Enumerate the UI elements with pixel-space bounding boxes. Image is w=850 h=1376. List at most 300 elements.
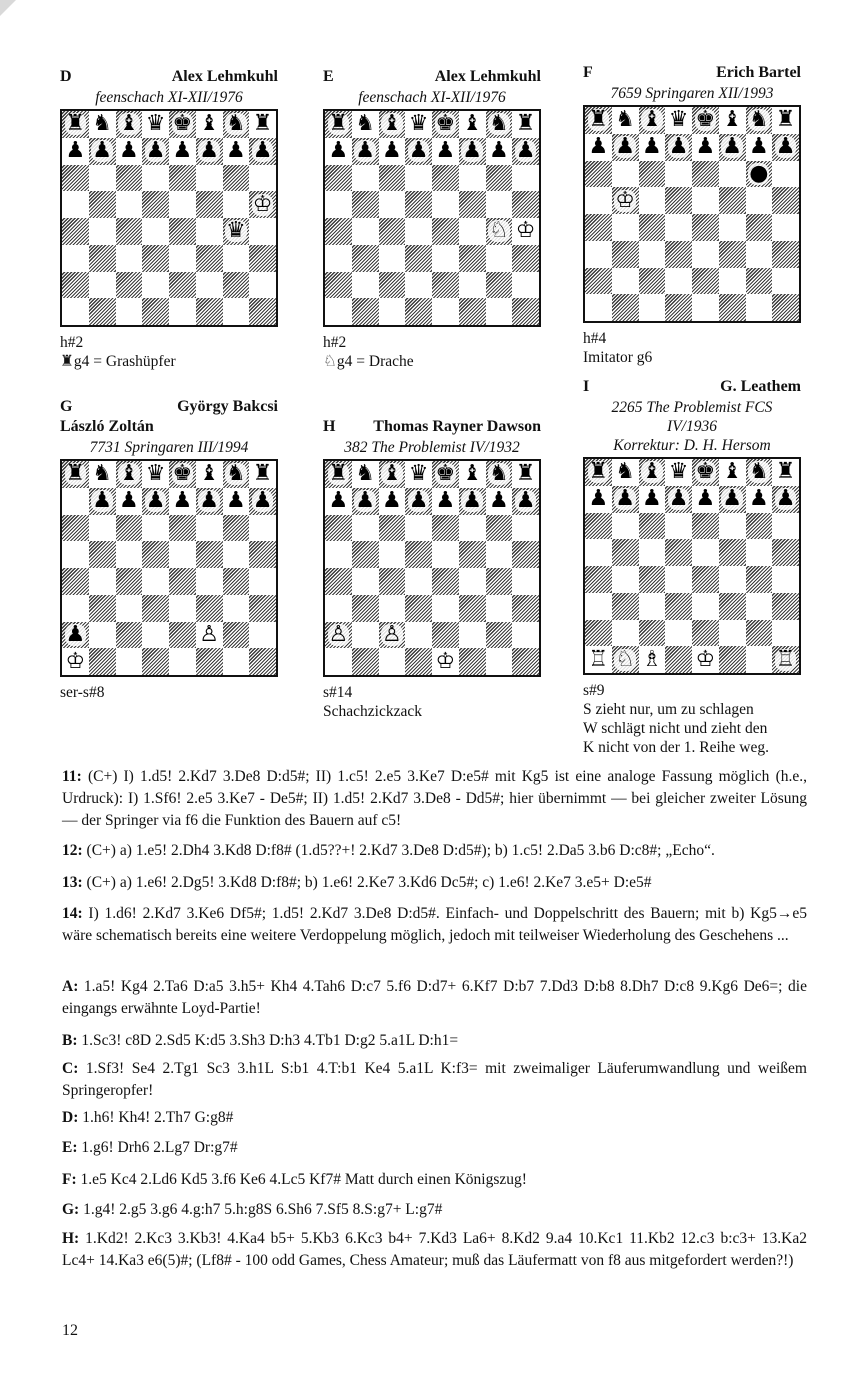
square-a6 (62, 515, 89, 542)
chess-piece: ♟ (408, 488, 429, 514)
chess-piece: ♛ (145, 111, 166, 137)
page-corner (0, 0, 16, 16)
chess-piece: ♞ (749, 107, 769, 133)
square-e8 (169, 111, 196, 138)
solution-a (62, 976, 807, 1020)
square-c7 (379, 138, 406, 165)
square-f6 (719, 161, 746, 188)
square-c4 (379, 218, 406, 245)
problem-correction: Korrektur: D. H. Hersom (613, 437, 771, 454)
problem-source: feenschach XI-XII/1976 (358, 89, 506, 106)
chess-piece: ♟ (145, 488, 166, 514)
stipulation-note: K nicht von der 1. Reihe weg. (583, 739, 769, 756)
square-d3 (665, 241, 692, 268)
square-g3 (223, 245, 250, 272)
square-d2 (405, 622, 432, 649)
square-a7 (62, 488, 89, 515)
square-g7 (223, 488, 250, 515)
square-a5 (325, 191, 352, 218)
problem-author: Alex Lehmkuhl (171, 68, 278, 85)
square-a3 (325, 595, 352, 622)
chess-piece: ♟ (199, 488, 219, 514)
chess-piece: ♟ (92, 488, 112, 514)
stipulation: ser-s#8 (60, 684, 105, 701)
square-a4 (62, 568, 89, 595)
page-number: 12 (62, 1322, 78, 1339)
square-g5 (486, 191, 513, 218)
chess-piece: ♔ (435, 648, 456, 674)
square-c4 (379, 568, 406, 595)
square-d3 (142, 245, 169, 272)
chess-piece: ♟ (355, 488, 375, 514)
square-c5 (116, 191, 143, 218)
square-c6 (116, 165, 143, 192)
square-g5 (223, 541, 250, 568)
square-a1 (585, 646, 612, 673)
chess-piece: ♟ (749, 134, 769, 160)
square-e7 (432, 488, 459, 515)
square-d7 (405, 488, 432, 515)
square-d5 (405, 191, 432, 218)
square-f8 (459, 111, 486, 138)
stipulation: s#9 (583, 682, 605, 699)
square-b1 (352, 298, 379, 325)
square-c7 (639, 134, 666, 161)
chess-piece: ♘ (615, 646, 635, 672)
square-h8 (512, 111, 539, 138)
square-g2 (746, 268, 773, 295)
square-g1 (746, 294, 773, 321)
square-b7 (612, 134, 639, 161)
chess-piece: ♔ (615, 187, 635, 213)
square-e4 (692, 566, 719, 593)
square-f8 (719, 459, 746, 486)
solution-label: G: (62, 1201, 80, 1218)
square-c3 (379, 595, 406, 622)
chess-piece: ♘ (489, 218, 509, 244)
square-a2 (585, 268, 612, 295)
chess-piece: ♝ (382, 111, 402, 137)
square-e1 (169, 648, 196, 675)
square-h5 (512, 191, 539, 218)
square-g4 (486, 218, 513, 245)
square-c2 (379, 272, 406, 299)
square-b2 (89, 622, 116, 649)
chess-piece: ♟ (252, 488, 273, 514)
square-e8 (432, 111, 459, 138)
square-h7 (249, 138, 276, 165)
square-b3 (352, 245, 379, 272)
square-e2 (432, 272, 459, 299)
chess-piece: ♟ (328, 488, 349, 514)
problem-f (583, 64, 801, 367)
chess-piece: ♟ (226, 488, 246, 514)
square-h7 (512, 138, 539, 165)
square-f3 (196, 595, 223, 622)
chess-piece: ♗ (642, 646, 662, 672)
square-b1 (352, 648, 379, 675)
square-g8 (486, 461, 513, 488)
square-e5 (169, 191, 196, 218)
square-a7 (585, 134, 612, 161)
square-a4 (325, 218, 352, 245)
chess-piece: ♟ (642, 486, 662, 512)
problem-author: Alex Lehmkuhl (434, 68, 541, 85)
stipulation-note: S zieht nur, um zu schlagen (583, 701, 754, 718)
problem-author: György Bakcsi (177, 398, 278, 415)
square-a3 (325, 245, 352, 272)
stipulation: h#2 (60, 334, 84, 351)
square-g2 (746, 620, 773, 647)
square-g5 (223, 191, 250, 218)
chess-piece: ♟ (119, 138, 139, 164)
square-f5 (196, 541, 223, 568)
square-d8 (405, 461, 432, 488)
square-b3 (612, 241, 639, 268)
square-c6 (379, 515, 406, 542)
square-g4 (746, 566, 773, 593)
square-b2 (352, 272, 379, 299)
square-b3 (352, 595, 379, 622)
square-d6 (142, 165, 169, 192)
solution-label: H: (62, 1230, 80, 1247)
chess-piece: ♟ (199, 138, 219, 164)
square-a8 (585, 459, 612, 486)
square-b8 (352, 111, 379, 138)
square-f5 (459, 191, 486, 218)
square-c7 (116, 488, 143, 515)
chess-piece: ♟ (615, 486, 635, 512)
square-h8 (772, 107, 799, 134)
square-d5 (665, 187, 692, 214)
square-c5 (116, 541, 143, 568)
square-d6 (405, 515, 432, 542)
square-f2 (459, 622, 486, 649)
square-h3 (249, 245, 276, 272)
square-g6 (223, 515, 250, 542)
square-b4 (612, 214, 639, 241)
square-a1 (325, 298, 352, 325)
chess-piece: ♟ (515, 138, 536, 164)
square-f4 (459, 218, 486, 245)
square-g6 (486, 165, 513, 192)
square-h1 (772, 646, 799, 673)
square-g3 (486, 595, 513, 622)
square-h3 (772, 241, 799, 268)
square-f7 (459, 138, 486, 165)
square-g8 (223, 111, 250, 138)
chess-piece: ♟ (668, 134, 689, 160)
problem-label: E (323, 68, 334, 85)
chess-piece: ♞ (355, 111, 375, 137)
chess-piece: ♞ (355, 461, 375, 487)
square-c3 (379, 245, 406, 272)
square-b5 (612, 187, 639, 214)
square-h2 (249, 272, 276, 299)
square-c7 (116, 138, 143, 165)
square-e7 (169, 138, 196, 165)
square-c8 (116, 111, 143, 138)
square-d1 (665, 294, 692, 321)
square-h7 (249, 488, 276, 515)
chess-piece: ♟ (435, 138, 456, 164)
square-g4 (486, 568, 513, 595)
square-h4 (772, 214, 799, 241)
square-h7 (772, 134, 799, 161)
square-e5 (169, 541, 196, 568)
square-g4 (223, 218, 250, 245)
square-e5 (432, 541, 459, 568)
chess-board (60, 459, 278, 677)
square-e2 (432, 622, 459, 649)
square-b3 (89, 245, 116, 272)
square-d8 (142, 111, 169, 138)
square-h2 (512, 272, 539, 299)
square-h2 (772, 620, 799, 647)
chess-piece: ♟ (172, 488, 193, 514)
square-g6 (223, 165, 250, 192)
square-a8 (62, 111, 89, 138)
chess-piece: ♔ (515, 218, 536, 244)
square-g3 (746, 241, 773, 268)
square-f4 (196, 218, 223, 245)
square-b4 (612, 566, 639, 593)
chess-piece: ♟ (328, 138, 349, 164)
solution-h (62, 1228, 807, 1272)
chess-piece: ♟ (775, 486, 796, 512)
square-g2 (223, 622, 250, 649)
stipulation: s#14 (323, 684, 353, 701)
square-h1 (512, 298, 539, 325)
square-e6 (692, 161, 719, 188)
square-g2 (223, 272, 250, 299)
square-a5 (585, 539, 612, 566)
square-h2 (249, 622, 276, 649)
square-c5 (379, 541, 406, 568)
square-a7 (585, 486, 612, 513)
square-d7 (405, 138, 432, 165)
chess-piece: ♟ (722, 134, 742, 160)
square-e3 (169, 595, 196, 622)
square-b1 (612, 646, 639, 673)
solution-label: 13: (62, 874, 83, 891)
square-g7 (746, 134, 773, 161)
square-g7 (486, 488, 513, 515)
chess-piece: ♝ (642, 459, 662, 485)
chess-piece: ♟ (615, 134, 635, 160)
square-c6 (116, 515, 143, 542)
square-f7 (196, 138, 223, 165)
square-a7 (62, 138, 89, 165)
square-f5 (719, 187, 746, 214)
square-c3 (639, 593, 666, 620)
square-g6 (746, 513, 773, 540)
square-d1 (142, 648, 169, 675)
square-f1 (459, 298, 486, 325)
chess-piece: ♟ (722, 486, 742, 512)
square-f3 (719, 241, 746, 268)
square-b4 (352, 218, 379, 245)
solution-label: F: (62, 1171, 77, 1188)
chess-piece: ♜ (328, 111, 349, 137)
chess-piece: ♛ (668, 107, 689, 133)
solution-text: 1.Kd2! 2.Kc3 3.Kb3! 4.Ka4 b5+ 5.Kb3 6.Kc3 b4+ 7.Kd3 La6+ 8.Kd2 9.a4 10.Kc1 11.Kb2 12.c3 b:c3+ 13.Ka2 Lc4+ 14.Ka3 e6(5)#; (Lf8# - 100 odd Games, Chess Amateur; muß das Läufermatt von f8 aus mitgefordert werden?!) (62, 1230, 807, 1269)
solution-b (62, 1030, 807, 1052)
square-d3 (142, 595, 169, 622)
chess-piece: ♟ (172, 138, 193, 164)
square-f7 (459, 488, 486, 515)
square-f1 (459, 648, 486, 675)
square-d8 (665, 459, 692, 486)
chess-piece: ♟ (462, 488, 482, 514)
square-f3 (459, 245, 486, 272)
square-e2 (169, 272, 196, 299)
chess-board (60, 109, 278, 327)
square-h6 (772, 161, 799, 188)
square-a4 (585, 214, 612, 241)
square-f4 (196, 568, 223, 595)
square-g1 (486, 648, 513, 675)
square-a8 (585, 107, 612, 134)
problem-label: F (583, 64, 593, 81)
square-c4 (639, 566, 666, 593)
square-c1 (379, 648, 406, 675)
chess-piece: ♚ (695, 107, 716, 133)
square-b2 (352, 622, 379, 649)
chess-piece: ♜ (515, 111, 536, 137)
square-f7 (719, 134, 746, 161)
square-b7 (612, 486, 639, 513)
square-b1 (612, 294, 639, 321)
solution-label: 12: (62, 842, 83, 859)
square-h5 (249, 541, 276, 568)
square-c5 (639, 539, 666, 566)
square-e8 (169, 461, 196, 488)
square-d4 (405, 568, 432, 595)
chess-piece: ♚ (172, 461, 193, 487)
square-f8 (196, 111, 223, 138)
square-f4 (719, 566, 746, 593)
square-a7 (325, 488, 352, 515)
chess-piece: ♟ (749, 486, 769, 512)
chess-piece: ♚ (695, 459, 716, 485)
chess-piece: ♙ (382, 621, 402, 647)
chess-piece: ♝ (199, 111, 219, 137)
square-e2 (692, 268, 719, 295)
chess-piece: ♞ (749, 459, 769, 485)
solution-text: 1.h6! Kh4! 2.Th7 G:g8# (78, 1109, 234, 1126)
problem-h (323, 418, 541, 721)
square-d4 (142, 218, 169, 245)
chess-piece: ♝ (119, 461, 139, 487)
square-e1 (692, 646, 719, 673)
solution-14 (62, 903, 807, 947)
square-h4 (512, 568, 539, 595)
square-f5 (459, 541, 486, 568)
chess-piece: ♝ (199, 461, 219, 487)
square-h2 (512, 622, 539, 649)
square-e5 (432, 191, 459, 218)
chess-piece: ♜ (775, 459, 796, 485)
square-d2 (665, 268, 692, 295)
square-a1 (325, 648, 352, 675)
square-c7 (639, 486, 666, 513)
square-g8 (746, 459, 773, 486)
square-b5 (612, 539, 639, 566)
square-e2 (169, 622, 196, 649)
square-h8 (249, 461, 276, 488)
square-a6 (585, 513, 612, 540)
square-c5 (639, 187, 666, 214)
chess-piece: ♟ (489, 138, 509, 164)
square-d6 (142, 515, 169, 542)
chess-board (583, 105, 801, 323)
square-b8 (352, 461, 379, 488)
square-b1 (89, 648, 116, 675)
problem-source: 2265 The Problemist FCS (611, 399, 773, 416)
chess-piece: ♟ (775, 134, 796, 160)
problem-label: G (60, 398, 73, 415)
square-a4 (325, 568, 352, 595)
square-a2 (325, 622, 352, 649)
square-c6 (379, 165, 406, 192)
problem-source: 7731 Springaren III/1994 (89, 439, 249, 456)
chess-piece: ♞ (226, 461, 246, 487)
square-b8 (89, 111, 116, 138)
square-h4 (772, 566, 799, 593)
chess-piece: ♟ (355, 138, 375, 164)
chess-piece: ♚ (435, 111, 456, 137)
chess-piece: ♟ (588, 486, 609, 512)
square-e1 (169, 298, 196, 325)
square-d1 (665, 646, 692, 673)
solution-label: D: (62, 1109, 79, 1126)
square-c4 (116, 218, 143, 245)
chess-piece: ♙ (328, 621, 349, 647)
chess-piece: ♟ (695, 134, 716, 160)
square-f4 (719, 214, 746, 241)
chess-piece: ♜ (515, 461, 536, 487)
square-a8 (325, 461, 352, 488)
chess-piece: ♛ (408, 461, 429, 487)
square-e4 (692, 214, 719, 241)
square-a4 (585, 566, 612, 593)
square-h6 (772, 513, 799, 540)
square-d3 (665, 593, 692, 620)
square-e3 (692, 241, 719, 268)
square-b5 (89, 191, 116, 218)
square-c1 (639, 646, 666, 673)
solution-text: (C+) a) 1.e5! 2.Dh4 3.Kd8 D:f8# (1.d5??+! 2.Kd7 3.De8 D:d5#); b) 1.c5! 2.Da5 3.b6 D:c8#; „Echo“. (82, 842, 715, 859)
square-g3 (746, 593, 773, 620)
solution-f (62, 1169, 807, 1191)
square-h3 (512, 595, 539, 622)
chess-piece: ♜ (775, 107, 796, 133)
solution-label: 11: (62, 768, 82, 785)
square-e8 (692, 459, 719, 486)
square-b2 (612, 620, 639, 647)
square-f3 (719, 593, 746, 620)
square-f3 (196, 245, 223, 272)
square-h4 (249, 218, 276, 245)
square-a8 (325, 111, 352, 138)
square-d8 (405, 111, 432, 138)
square-e6 (169, 515, 196, 542)
square-c1 (379, 298, 406, 325)
problem-author: G. Leathem (720, 378, 801, 395)
square-f8 (459, 461, 486, 488)
square-g7 (223, 138, 250, 165)
